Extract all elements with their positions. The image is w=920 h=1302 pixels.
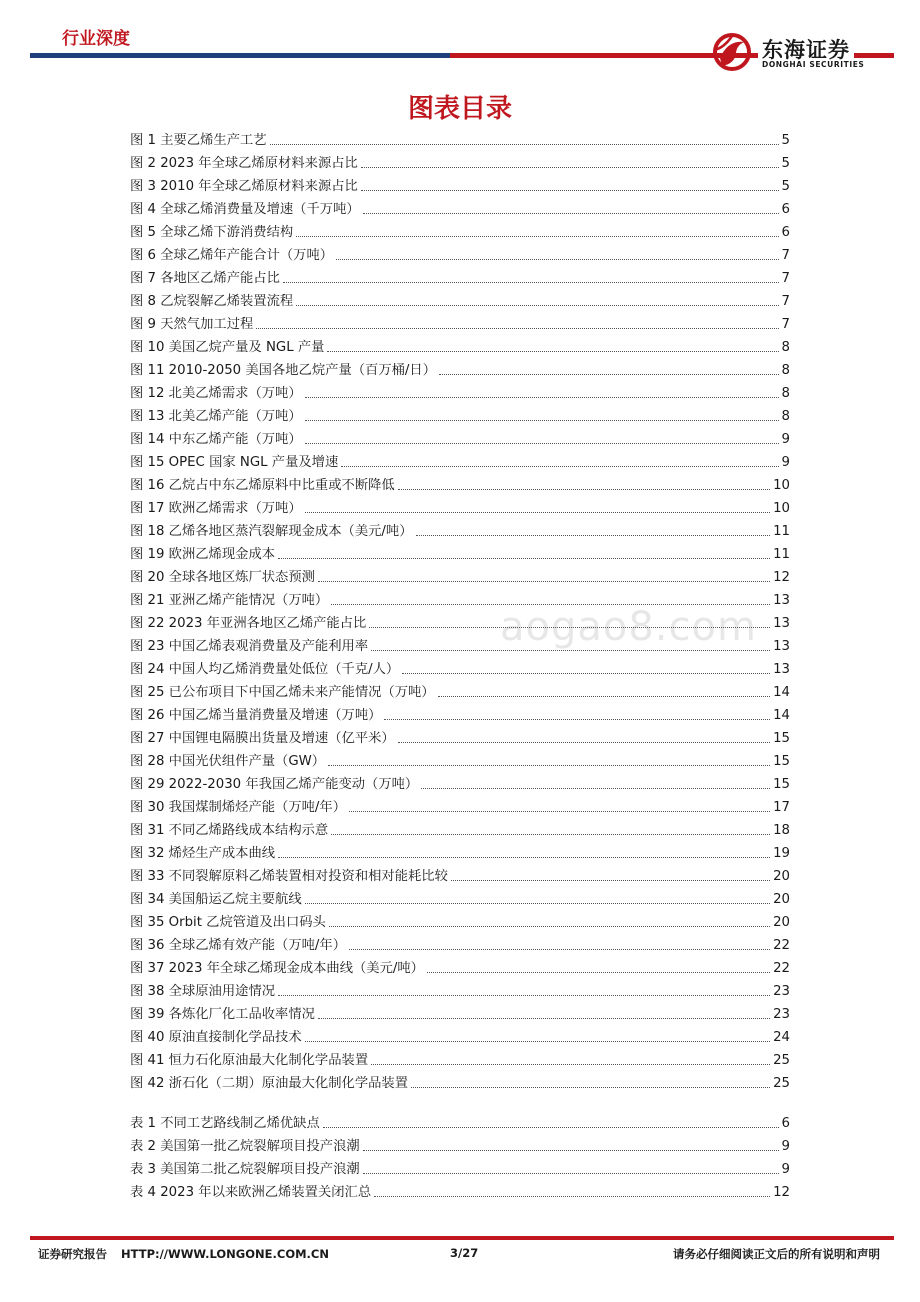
toc-entry[interactable] <box>130 1003 790 1026</box>
toc-entry[interactable] <box>130 1049 790 1072</box>
toc-entry-label: 图 20 全球各地区炼厂状态预测 <box>130 570 315 585</box>
toc-entry-page: 22 <box>773 938 790 953</box>
toc-leader-dots <box>451 880 770 881</box>
toc-entry[interactable] <box>130 175 790 198</box>
toc-entry-page: 9 <box>781 1162 790 1177</box>
toc-entry-label: 图 8 乙烷裂解乙烯装置流程 <box>130 294 294 309</box>
toc-entry[interactable] <box>130 497 790 520</box>
toc-entry[interactable] <box>130 658 790 681</box>
toc-entry-page: 19 <box>773 846 790 861</box>
toc-leader-dots <box>278 995 770 996</box>
toc-entry[interactable] <box>130 336 790 359</box>
toc-entry-page: 6 <box>781 225 790 240</box>
toc-entry-label: 图 29 2022-2030 年我国乙烯产能变动（万吨） <box>130 777 419 792</box>
toc-entry-label: 图 23 中国乙烯表观消费量及产能利用率 <box>130 639 369 654</box>
toc-leader-dots <box>305 512 770 513</box>
toc-entry-label: 图 5 全球乙烯下游消费结构 <box>130 225 294 240</box>
toc-entry-page: 20 <box>773 915 790 930</box>
toc-entry-label: 图 31 不同乙烯路线成本结构示意 <box>130 823 329 838</box>
toc-entry-page: 13 <box>773 593 790 608</box>
toc-entry[interactable] <box>130 221 790 244</box>
toc-entry[interactable] <box>130 819 790 842</box>
toc-leader-dots <box>256 328 778 329</box>
toc-entry-page: 8 <box>781 409 790 424</box>
toc-entry-page: 17 <box>773 800 790 815</box>
toc-entry[interactable] <box>130 681 790 704</box>
company-logo <box>706 28 902 76</box>
toc-entry[interactable] <box>130 520 790 543</box>
toc-entry-label: 图 17 欧洲乙烯需求（万吨） <box>130 501 302 516</box>
toc-entry[interactable] <box>130 1135 790 1158</box>
toc-entry[interactable] <box>130 980 790 1003</box>
toc-entry-label: 图 22 2023 年亚洲各地区乙烯产能占比 <box>130 616 367 631</box>
toc-entry[interactable] <box>130 451 790 474</box>
footer-report-type: 证券研究报告 <box>38 1247 107 1261</box>
toc-entry-label: 表 2 美国第一批乙烷裂解项目投产浪潮 <box>130 1139 360 1154</box>
toc-entry-page: 25 <box>773 1053 790 1068</box>
toc-entry-page: 25 <box>773 1076 790 1091</box>
toc-leader-dots <box>427 972 770 973</box>
toc-entry[interactable] <box>130 934 790 957</box>
page-title: 图表目录 <box>407 94 512 124</box>
toc-entry-page: 15 <box>773 731 790 746</box>
toc-entry-page: 5 <box>781 133 790 148</box>
toc-entry-page: 22 <box>773 961 790 976</box>
toc-leader-dots <box>398 489 770 490</box>
toc-leader-dots <box>305 1041 770 1042</box>
toc-leader-dots <box>305 903 770 904</box>
toc-entry[interactable] <box>130 773 790 796</box>
toc-entry-page: 9 <box>781 1139 790 1154</box>
toc-entry[interactable] <box>130 957 790 980</box>
toc-entry[interactable] <box>130 1072 790 1095</box>
toc-leader-dots <box>283 282 779 283</box>
toc-entry-page: 11 <box>773 524 790 539</box>
toc-entry-page: 7 <box>781 271 790 286</box>
toc-entry-page: 24 <box>773 1030 790 1045</box>
toc-leader-dots <box>318 581 770 582</box>
toc-entry-page: 15 <box>773 777 790 792</box>
toc-leader-dots <box>439 374 779 375</box>
toc-entry-page: 13 <box>773 616 790 631</box>
toc-leader-dots <box>296 305 778 306</box>
toc-leader-dots <box>278 857 770 858</box>
toc-entry-page: 9 <box>781 432 790 447</box>
toc-entry[interactable] <box>130 428 790 451</box>
toc-leader-dots <box>323 1127 779 1128</box>
toc-entry-label: 图 28 中国光伏组件产量（GW） <box>130 754 326 769</box>
toc-entry-label: 图 21 亚洲乙烯产能情况（万吨） <box>130 593 329 608</box>
toc-leader-dots <box>329 926 770 927</box>
toc-entry[interactable] <box>130 244 790 267</box>
toc-entry-page: 5 <box>781 156 790 171</box>
toc-entry-page: 11 <box>773 547 790 562</box>
toc-entry[interactable] <box>130 796 790 819</box>
toc-entry-page: 7 <box>781 317 790 332</box>
toc-entry-label: 图 12 北美乙烯需求（万吨） <box>130 386 302 401</box>
toc-entry-label: 图 33 不同裂解原料乙烯装置相对投资和相对能耗比较 <box>130 869 448 884</box>
toc-entry-label: 图 39 各炼化厂化工品收率情况 <box>130 1007 315 1022</box>
toc-leader-dots <box>349 811 770 812</box>
toc-entry-label: 图 16 乙烷占中东乙烯原料中比重或不断降低 <box>130 478 395 493</box>
toc-entry[interactable] <box>130 129 790 152</box>
toc-entry-label: 图 38 全球原油用途情况 <box>130 984 276 999</box>
toc-entry-label: 图 19 欧洲乙烯现金成本 <box>130 547 276 562</box>
toc-entry-label: 图 15 OPEC 国家 NGL 产量及增速 <box>130 455 339 470</box>
table-list <box>130 1112 790 1204</box>
toc-entry-label: 图 34 美国船运乙烷主要航线 <box>130 892 302 907</box>
toc-entry-label: 图 9 天然气加工过程 <box>130 317 254 332</box>
toc-entry[interactable] <box>130 1112 790 1135</box>
toc-entry[interactable] <box>130 888 790 911</box>
toc-entry-label: 图 2 2023 年全球乙烯原材料来源占比 <box>130 156 358 171</box>
toc-leader-dots <box>374 1196 770 1197</box>
toc-leader-dots <box>363 1150 779 1151</box>
toc-entry[interactable] <box>130 704 790 727</box>
toc-entry-page: 13 <box>773 662 790 677</box>
footer-disclaimer: 请务必仔细阅读正文后的所有说明和声明 <box>673 1247 880 1261</box>
toc-entry[interactable] <box>130 727 790 750</box>
footer-url[interactable]: HTTP://WWW.LONGONE.COM.CN <box>121 1247 329 1261</box>
toc-entry-page: 8 <box>781 363 790 378</box>
toc-entry-label: 图 40 原油直接制化学品技术 <box>130 1030 302 1045</box>
toc-leader-dots <box>336 259 778 260</box>
toc-entry-page: 8 <box>781 386 790 401</box>
toc-entry-label: 图 42 浙石化（二期）原油最大化制化学品装置 <box>130 1076 409 1091</box>
toc-leader-dots <box>361 167 779 168</box>
toc-entry[interactable] <box>130 543 790 566</box>
toc-entry-page: 15 <box>773 754 790 769</box>
toc-entry-page: 9 <box>781 455 790 470</box>
toc-entry[interactable] <box>130 865 790 888</box>
toc-leader-dots <box>363 1173 779 1174</box>
toc-entry[interactable] <box>130 313 790 336</box>
watermark: aogao8.com <box>500 604 757 650</box>
toc-entry-label: 图 41 恒力石化原油最大化制化学品装置 <box>130 1053 369 1068</box>
toc-leader-dots <box>398 742 770 743</box>
toc-leader-dots <box>327 351 778 352</box>
toc-leader-dots <box>438 696 770 697</box>
toc-leader-dots <box>402 673 770 674</box>
toc-entry[interactable] <box>130 750 790 773</box>
toc-entry-label: 图 7 各地区乙烯产能占比 <box>130 271 280 286</box>
toc-entry[interactable] <box>130 267 790 290</box>
toc-entry-page: 10 <box>773 501 790 516</box>
toc-entry-label: 图 36 全球乙烯有效产能（万吨/年） <box>130 938 347 953</box>
toc-entry[interactable] <box>130 1026 790 1049</box>
toc-entry-label: 图 13 北美乙烯产能（万吨） <box>130 409 302 424</box>
toc-leader-dots <box>318 1018 770 1019</box>
toc-entry-label: 图 14 中东乙烯产能（万吨） <box>130 432 302 447</box>
toc-entry[interactable] <box>130 152 790 175</box>
toc-leader-dots <box>328 765 770 766</box>
toc-entry-label: 表 3 美国第二批乙烷裂解项目投产浪潮 <box>130 1162 360 1177</box>
toc-leader-dots <box>384 719 770 720</box>
toc-entry[interactable] <box>130 382 790 405</box>
toc-entry[interactable] <box>130 290 790 313</box>
toc-leader-dots <box>341 466 778 467</box>
toc-leader-dots <box>270 144 779 145</box>
toc-entry[interactable] <box>130 911 790 934</box>
toc-entry-page: 12 <box>773 570 790 585</box>
toc-entry-page: 7 <box>781 248 790 263</box>
toc-entry-label: 图 10 美国乙烷产量及 NGL 产量 <box>130 340 325 355</box>
toc-entry-label: 图 4 全球乙烯消费量及增速（千万吨） <box>130 202 360 217</box>
toc-entry-label: 图 30 我国煤制烯烃产能（万吨/年） <box>130 800 347 815</box>
report-category: 行业深度 <box>62 29 130 49</box>
header-bar-navy <box>30 53 450 58</box>
footer-left <box>38 1246 329 1262</box>
toc-leader-dots <box>278 558 770 559</box>
toc-leader-dots <box>296 236 778 237</box>
toc-entry-page: 20 <box>773 892 790 907</box>
toc-entry-label: 图 27 中国锂电隔膜出货量及增速（亿平米） <box>130 731 395 746</box>
toc-entry-label: 图 18 乙烯各地区蒸汽裂解现金成本（美元/吨） <box>130 524 413 539</box>
toc-entry-page: 7 <box>781 294 790 309</box>
toc-leader-dots <box>421 788 770 789</box>
toc-entry[interactable] <box>130 405 790 428</box>
toc-entry-page: 14 <box>773 685 790 700</box>
logo-subtitle: DONGHAI SECURITIES <box>762 60 865 69</box>
toc-entry[interactable] <box>130 566 790 589</box>
logo-name: 东海证券 <box>758 34 854 64</box>
toc-entry-page: 8 <box>781 340 790 355</box>
footer-page-number: 3/27 <box>450 1246 479 1260</box>
toc-entry-label: 图 25 已公布项目下中国乙烯未来产能情况（万吨） <box>130 685 435 700</box>
toc-entry-page: 20 <box>773 869 790 884</box>
toc-entry-page: 6 <box>781 1116 790 1131</box>
toc-entry-label: 图 24 中国人均乙烯消费量处低位（千克/人） <box>130 662 400 677</box>
footer-bar <box>30 1236 894 1240</box>
toc-entry-label: 图 32 烯烃生产成本曲线 <box>130 846 276 861</box>
toc-entry-page: 10 <box>773 478 790 493</box>
toc-entry-label: 图 3 2010 年全球乙烯原材料来源占比 <box>130 179 358 194</box>
toc-entry-page: 18 <box>773 823 790 838</box>
toc-entry-label: 表 4 2023 年以来欧洲乙烯装置关闭汇总 <box>130 1185 372 1200</box>
toc-entry-label: 图 35 Orbit 乙烷管道及出口码头 <box>130 915 326 930</box>
toc-leader-dots <box>305 443 779 444</box>
toc-entry-label: 图 6 全球乙烯年产能合计（万吨） <box>130 248 334 263</box>
toc-leader-dots <box>331 834 770 835</box>
toc-leader-dots <box>361 190 779 191</box>
toc-entry-label: 表 1 不同工艺路线制乙烯优缺点 <box>130 1116 320 1131</box>
toc-entry-page: 23 <box>773 1007 790 1022</box>
toc-entry-page: 6 <box>781 202 790 217</box>
toc-entry-page: 13 <box>773 639 790 654</box>
toc-entry-label: 图 37 2023 年全球乙烯现金成本曲线（美元/吨） <box>130 961 424 976</box>
toc-entry[interactable] <box>130 842 790 865</box>
toc-entry[interactable] <box>130 474 790 497</box>
toc-entry-label: 图 26 中国乙烯当量消费量及增速（万吨） <box>130 708 382 723</box>
toc-entry[interactable] <box>130 1181 790 1204</box>
toc-leader-dots <box>305 420 779 421</box>
toc-entry-label: 图 1 主要乙烯生产工艺 <box>130 133 267 148</box>
toc-entry-label: 图 11 2010-2050 美国各地乙烷产量（百万桶/日） <box>130 363 437 378</box>
toc-leader-dots <box>371 650 770 651</box>
toc-leader-dots <box>349 949 770 950</box>
toc-leader-dots <box>363 213 779 214</box>
toc-leader-dots <box>411 1087 770 1088</box>
toc-entry-page: 12 <box>773 1185 790 1200</box>
toc-entry[interactable] <box>130 198 790 221</box>
toc-entry-page: 5 <box>781 179 790 194</box>
toc-entry[interactable] <box>130 359 790 382</box>
phoenix-logo-icon <box>706 28 756 76</box>
toc-entry[interactable] <box>130 1158 790 1181</box>
toc-leader-dots <box>305 397 779 398</box>
toc-entry-page: 14 <box>773 708 790 723</box>
toc-leader-dots <box>371 1064 770 1065</box>
toc-entry-page: 23 <box>773 984 790 999</box>
toc-leader-dots <box>416 535 771 536</box>
